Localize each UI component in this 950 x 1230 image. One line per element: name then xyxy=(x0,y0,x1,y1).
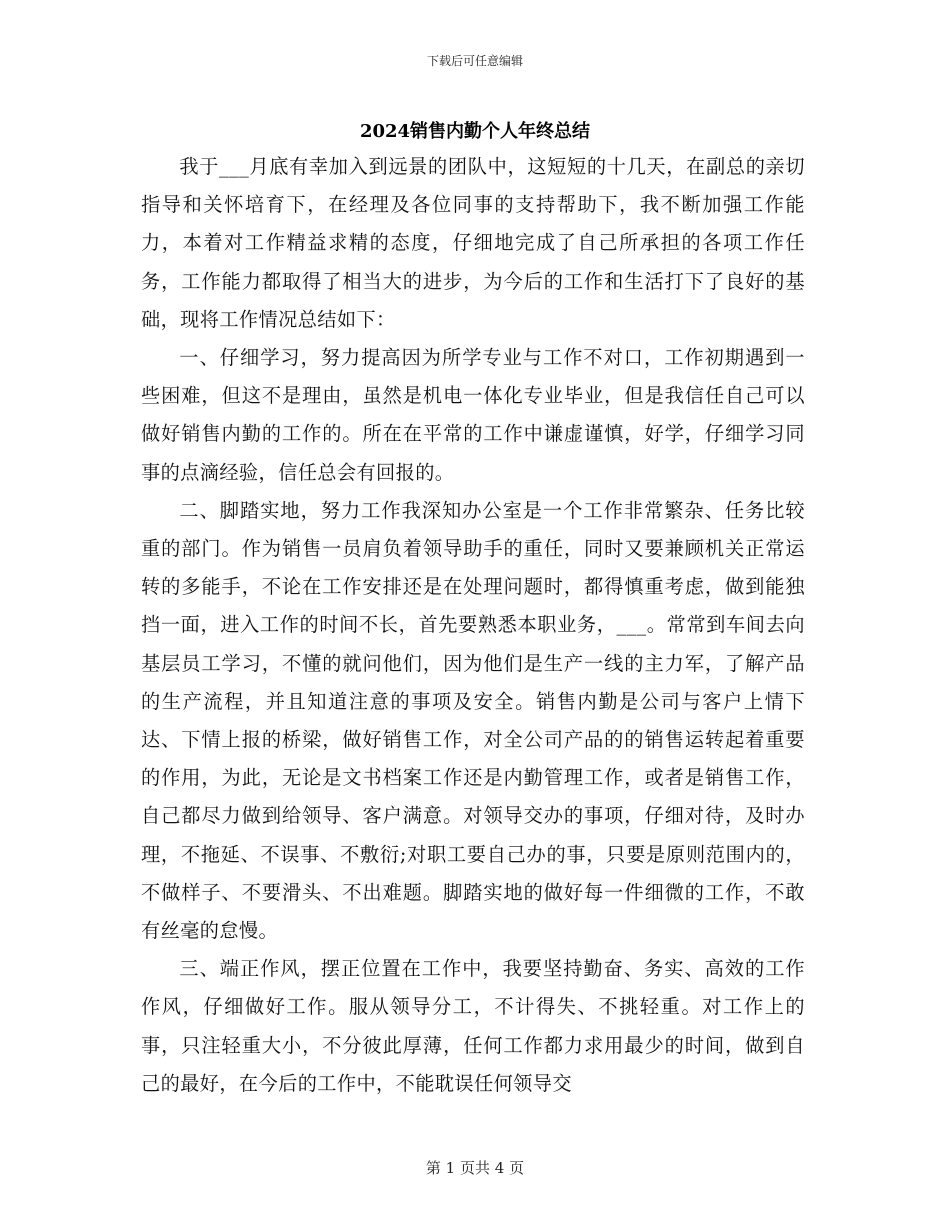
paragraph-section-3: 三、端正作风，摆正位置在工作中，我要坚持勤奋、务实、高效的工作作风，仔细做好工作。服从领导分工，不计得失、不挑轻重。对工作上的事，只注轻重大小，不分彼此厚薄，任何工作都力求用最少的时间，做到自己的最好，在今后的工作中，不能耽误任何领导交 xyxy=(141,957,805,1095)
page-header: 下载后可任意编辑 xyxy=(426,54,523,68)
document-body xyxy=(141,148,805,1103)
paragraph-intro: 我于___月底有幸加入到远景的团队中，这短短的十几天，在副总的亲切指导和关怀培育下，在经理及各位同事的支持帮助下，我不断加强工作能力，本着对工作精益求精的态度，仔细地完成了自己所承担的各项工作任务，工作能力都取得了相当大的进步，为今后的工作和生活打下了良好的基础，现将工作情况总结如下： xyxy=(141,155,805,331)
paragraph-section-1: 一、仔细学习，努力提高因为所学专业与工作不对口，工作初期遇到一些困难，但这不是理由，虽然是机电一体化专业毕业，但是我信任自己可以做好销售内勤的工作的。所在在平常的工作中谦虚谨慎，好学，仔细学习同事的点滴经验，信任总会有回报的。 xyxy=(141,346,805,484)
page-footer: 第 1 页共 4 页 xyxy=(425,1159,525,1177)
document-title: 2024销售内勤个人年终总结 xyxy=(359,121,591,142)
paragraph-section-2: 二、脚踏实地，努力工作我深知办公室是一个工作非常繁杂、任务比较重的部门。作为销售一员肩负着领导助手的重任，同时又要兼顾机关正常运转的多能手，不论在工作安排还是在处理问题时，都得慎重考虑，做到能独挡一面，进入工作的时间不长，首先要熟悉本职业务，___。常常到车间去向基层员工学习，不懂的就问他们，因为他们是生产一线的主力军，了解产品的生产流程，并且知道注意的事项及安全。销售内勤是公司与客户上情下达、下情上报的桥梁，做好销售工作，对全公司产品的的销售运转起着重要的作用，为此，无论是文书档案工作还是内勤管理工作，或者是销售工作，自己都尽力做到给领导、客户满意。对领导交办的事项，仔细对待，及时办理，不拖延、不误事、不敷衍;对职工要自己办的事，只要是原则范围内的，不做样子、不要滑头、不出难题。脚踏实地的做好每一件细微的工作，不敢有丝毫的怠慢。 xyxy=(141,498,805,943)
